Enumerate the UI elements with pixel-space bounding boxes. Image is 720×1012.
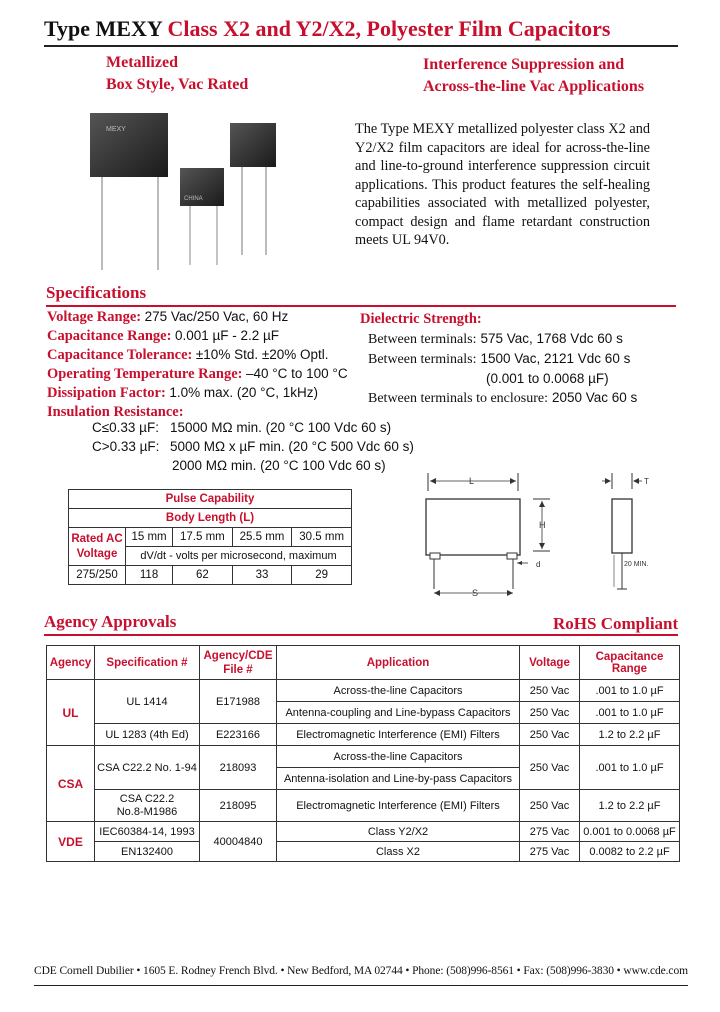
spec-insulation-label: Insulation Resistance: <box>47 404 184 420</box>
agency-rule <box>44 634 678 636</box>
pulse-length-1: 15 mm <box>126 528 173 547</box>
agency-header-range: Capacitance Range <box>580 646 680 680</box>
pulse-subtitle: Body Length (L) <box>69 509 352 528</box>
agency-table <box>46 645 680 862</box>
capacitor-medium <box>230 123 276 167</box>
dimension-diagram <box>418 465 663 605</box>
dim-d: d <box>536 560 541 569</box>
dielectric-row-1: Between terminals: 575 Vac, 1768 Vdc 60 s <box>368 331 623 347</box>
insulation-row-3: 2000 MΩ min. (20 °C 100 Vdc 60 s) <box>172 458 386 473</box>
subtitle-left <box>106 52 248 96</box>
table-row: Antenna-coupling and Line-bypass Capacitors 250 Vac .001 to 1.0 µF <box>47 702 680 724</box>
pulse-length-2: 17.5 mm <box>173 528 233 547</box>
capacitor-large <box>90 113 168 177</box>
spec-dissipation-factor: Dissipation Factor: 1.0% max. (20 °C, 1kHz) <box>47 385 319 401</box>
table-row: EN132400 Class X2 275 Vac 0.0082 to 2.2 µF <box>47 842 680 862</box>
capacitor-small-text: CHINA <box>184 196 203 202</box>
table-row: CSA C22.2 No.8-M1986 218095 Electromagnetic Interference (EMI) Filters 250 Vac 1.2 to 2.2 µF <box>47 790 680 822</box>
specifications-heading: Specifications <box>46 283 147 302</box>
agency-header-application: Application <box>277 646 520 680</box>
diagram-body-front <box>426 499 520 555</box>
pulse-length-3: 25.5 mm <box>232 528 292 547</box>
dim-T: T <box>644 477 649 486</box>
spec-list-left <box>47 308 348 422</box>
product-photo <box>80 105 280 275</box>
subtitle-left-line1: Metallized <box>106 54 178 71</box>
subtitle-right-line1: Interference Suppression and <box>423 56 625 73</box>
agency-vde: VDE <box>47 822 95 862</box>
pulse-unit-note: dV/dt - volts per microsecond, maximum <box>126 547 352 566</box>
spec-voltage-range: Voltage Range: 275 Vac/250 Vac, 60 Hz <box>47 309 289 325</box>
pulse-length-4: 30.5 mm <box>292 528 352 547</box>
dielectric-block <box>360 310 637 408</box>
spec-operating-temperature: Operating Temperature Range: –40 °C to 100 °C <box>47 366 348 382</box>
rohs-heading: RoHS Compliant <box>553 614 679 633</box>
agency-header-file: Agency/CDE File # <box>200 646 277 680</box>
pulse-rated-label: Rated AC Voltage <box>69 528 126 566</box>
insulation-row-1: C≤0.33 µF: 15000 MΩ min. (20 °C 100 Vdc 60 s) <box>92 420 392 435</box>
spec-capacitance-range: Capacitance Range: 0.001 µF - 2.2 µF <box>47 328 280 344</box>
dim-L: L <box>469 476 475 486</box>
pulse-row-label: 275/250 <box>69 566 126 585</box>
diagram-body-side <box>612 499 632 553</box>
agency-ul: UL <box>47 680 95 746</box>
dielectric-row-3: (0.001 to 0.0068 µF) <box>486 371 609 386</box>
table-row: VDE IEC60384-14, 1993 40004840 Class Y2/X2 275 Vac 0.001 to 0.0068 µF <box>47 822 680 842</box>
intro-paragraph: The Type MEXY metallized polyester class X2 and Y2/X2 film capacitors are ideal for across-the-line and line-to-ground interference suppression circuit applications. This product features the self-healing capabilities associated with metallized polyester, compact design and flame retardant construction meets UL 94V0. <box>355 121 650 248</box>
agency-header-voltage: Voltage <box>520 646 580 680</box>
dim-S: S <box>472 588 479 598</box>
agency-header-agency: Agency <box>47 646 95 680</box>
pulse-value-1: 118 <box>126 566 173 585</box>
table-row: UL 1283 (4th Ed) E223166 Electromagnetic Interference (EMI) Filters 250 Vac 1.2 to 2.2 µF <box>47 724 680 746</box>
title-part2: Class X2 and Y2/X2, Polyester Film Capacitors <box>167 16 611 41</box>
footer-contact: CDE Cornell Dubilier • 1605 E. Rodney French Blvd. • New Bedford, MA 02744 • Phone: (508)996-8561 • Fax: (508)996-3830 • www.cde.com <box>34 965 688 977</box>
specifications-rule <box>46 305 676 307</box>
table-row: Antenna-isolation and Line-by-pass Capacitors <box>47 768 680 790</box>
title-part1: Type MEXY <box>44 16 162 41</box>
subtitle-left-line2: Box Style, Vac Rated <box>106 76 249 93</box>
title-rule <box>44 45 678 47</box>
insulation-list <box>92 418 414 475</box>
footer-rule <box>34 985 688 986</box>
subtitle-right-line2: Across-the-line Vac Applications <box>423 78 645 95</box>
dielectric-row-2: Between terminals: 1500 Vac, 2121 Vdc 60 s <box>368 351 631 367</box>
pulse-title: Pulse Capability <box>69 490 352 509</box>
table-row: UL UL 1414 E171988 Across-the-line Capacitors 250 Vac .001 to 1.0 µF <box>47 680 680 702</box>
insulation-row-2: C>0.33 µF: 5000 MΩ x µF min. (20 °C 500 Vdc 60 s) <box>92 439 414 454</box>
dim-H: H <box>539 520 546 530</box>
agency-header-spec: Specification # <box>95 646 200 680</box>
dielectric-label: Dielectric Strength: <box>360 311 482 327</box>
page-title <box>44 16 610 42</box>
dim-min: 20 MIN. <box>624 561 649 568</box>
pulse-value-4: 29 <box>292 566 352 585</box>
spec-capacitance-tolerance: Capacitance Tolerance: ±10% Std. ±20% Optl. <box>47 347 329 363</box>
table-row: CSA CSA C22.2 No. 1-94 218093 Across-the-line Capacitors 250 Vac .001 to 1.0 µF <box>47 746 680 768</box>
agency-csa: CSA <box>47 746 95 822</box>
agency-heading: Agency Approvals <box>44 612 177 631</box>
dielectric-row-4: Between terminals to enclosure: 2050 Vac 60 s <box>368 390 638 406</box>
capacitor-large-text: MEXY <box>106 126 126 133</box>
pulse-value-3: 33 <box>232 566 292 585</box>
pulse-capability-table <box>68 489 352 585</box>
pulse-value-2: 62 <box>173 566 233 585</box>
subtitle-right <box>423 54 644 98</box>
